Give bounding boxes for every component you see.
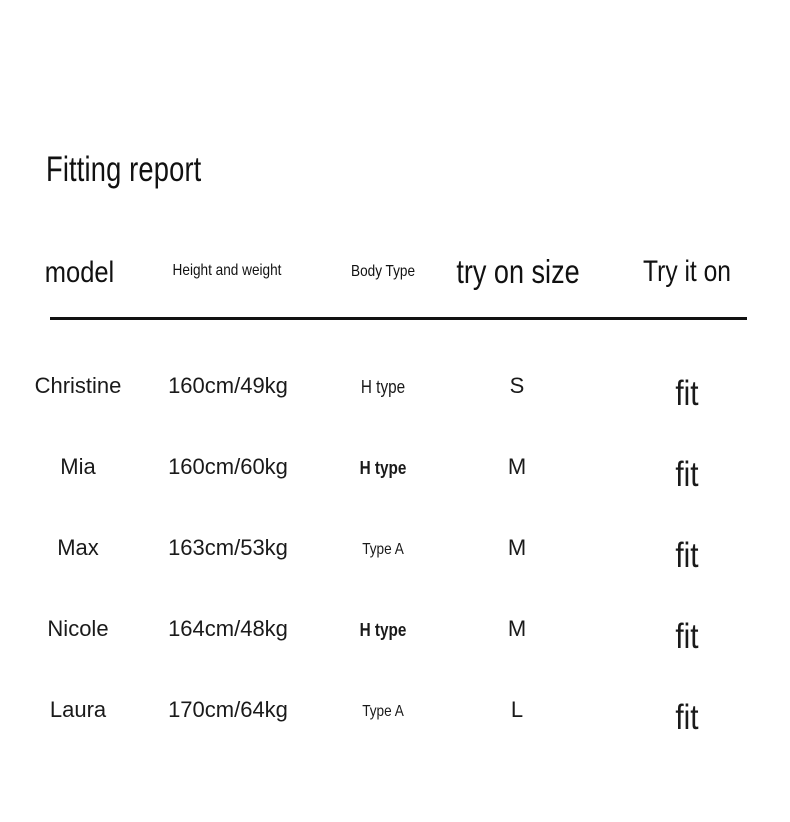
table-row [0,616,790,676]
cell-height-weight: 160cm/60kg [168,454,288,479]
cell-result: fit [675,374,699,413]
cell-body-type: H type [359,620,407,640]
table-row [0,535,790,595]
cell-size: M [507,535,527,560]
table-row [0,454,790,514]
header-body-type: Body Type [350,263,416,280]
cell-size: L [510,697,524,722]
header-height-weight: Height and weight [172,262,282,279]
cell-size: M [507,454,527,479]
cell-body-type: Type A [362,541,404,558]
cell-model: Max [57,535,99,560]
table-row [0,697,790,757]
cell-result: fit [675,455,699,494]
header-divider [50,317,747,320]
cell-result: fit [675,536,699,575]
cell-model: Christine [34,373,122,398]
header-try-on-size: try on size [456,253,580,290]
cell-result: fit [675,698,699,737]
cell-result: fit [675,617,699,656]
cell-size: S [509,373,525,398]
table-row [0,373,790,433]
report-title: Fitting report [46,150,202,189]
cell-model: Nicole [47,616,109,641]
cell-height-weight: 170cm/64kg [168,697,288,722]
cell-height-weight: 163cm/53kg [168,535,288,560]
cell-model: Laura [49,697,107,722]
header-try-it-on: Try it on [643,255,731,288]
cell-height-weight: 164cm/48kg [168,616,288,641]
cell-model: Mia [60,454,96,479]
cell-body-type: Type A [362,703,404,720]
cell-height-weight: 160cm/49kg [168,373,288,398]
cell-body-type: H type [360,377,406,397]
header-model: model [44,256,115,289]
cell-body-type: H type [359,458,407,478]
cell-size: M [507,616,527,641]
